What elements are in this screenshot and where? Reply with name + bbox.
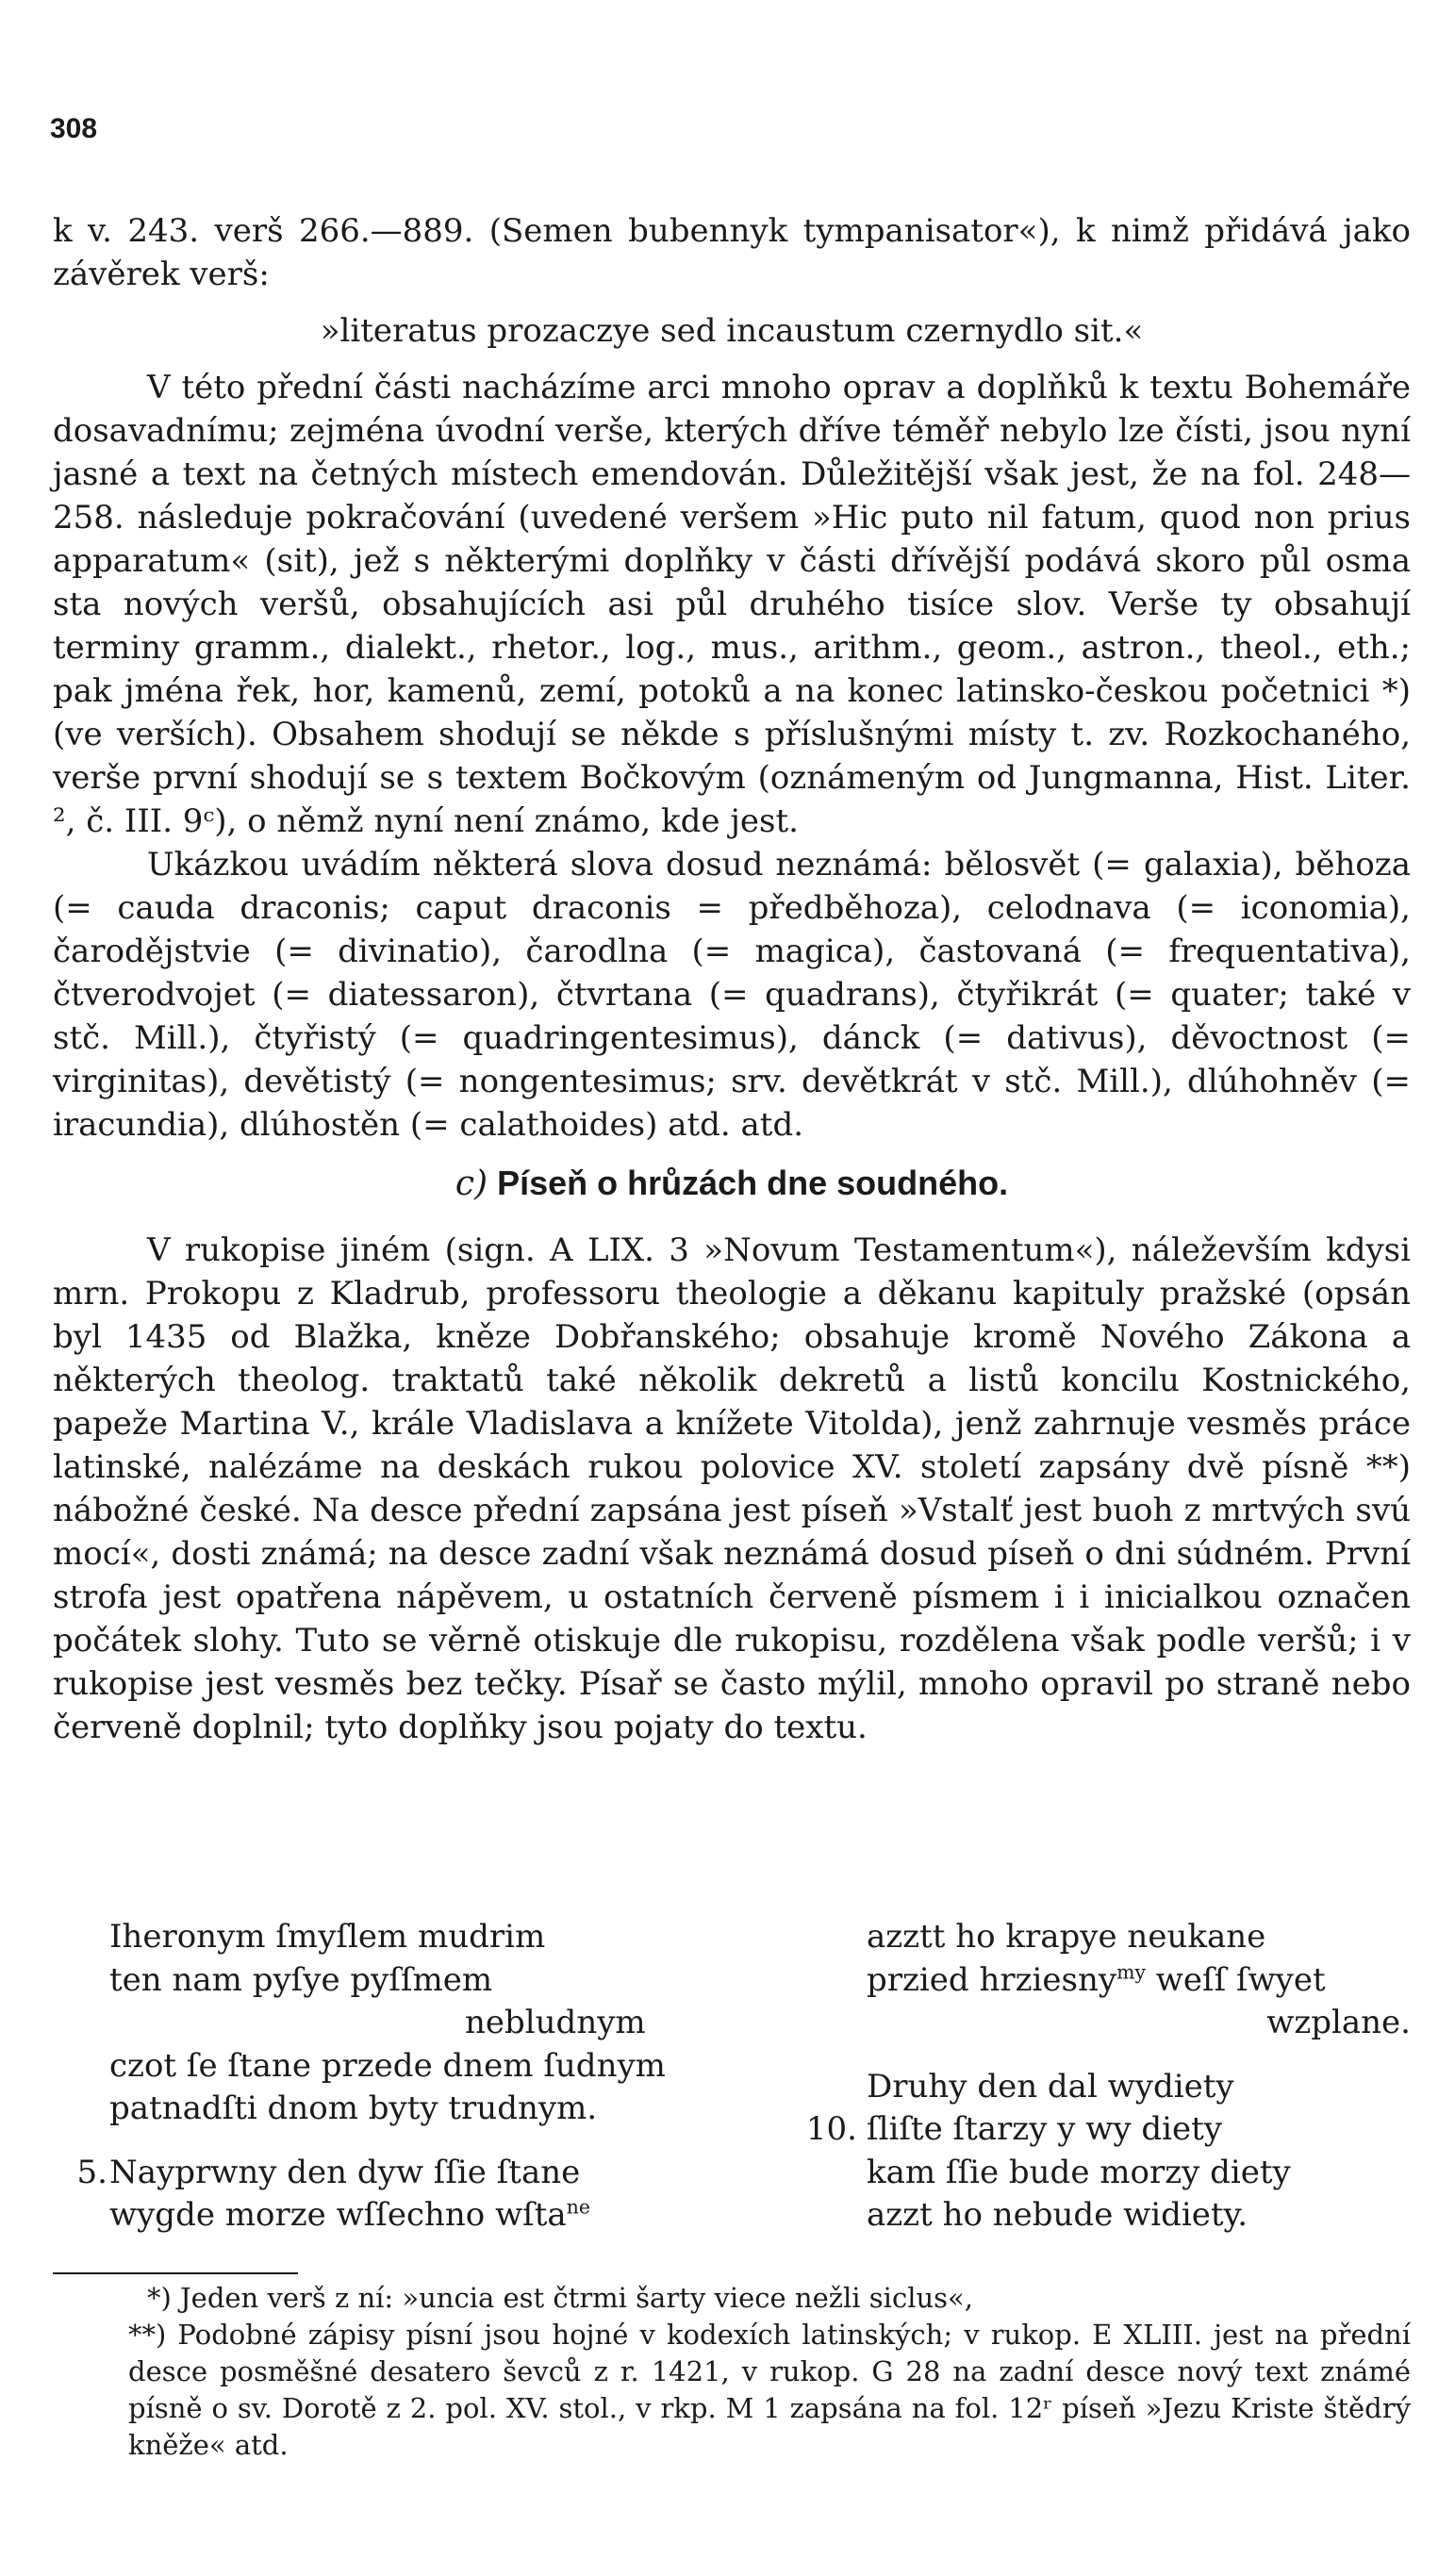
poem-line: kam ſſie bude morzy diety xyxy=(867,2153,1291,2191)
poem-left-column xyxy=(53,1916,713,2237)
page-number: 308 xyxy=(50,113,98,144)
poem-line: nebludnym xyxy=(465,2004,646,2041)
poem-line: wzplane. xyxy=(1266,2004,1411,2041)
paragraph-examples: Ukázkou uvádím některá slova dosud neznámá: bělosvět (= galaxia), běhoza (= cauda draconis; caput draconis = předběhoza), celodnava (= iconomia), čarodějstvie (= divinatio), čarodlna (= magica), častovaná (= frequentativa), čtverodvojet (= diatessaron), čtvrtana (= quadrans), čtyřikrát (= quater; také v stč. Mill.), čtyřistý (= quadringentesimus), dánck (= dativus), děvoctnost (= virginitas), devětistý (= nongentesimus; srv. devětkrát v stč. Mill.), dlúhohněv (= iracundia), dlúhostěn (= calathoides) atd. atd. xyxy=(53,846,1411,1144)
paragraph-front-part: V této přední části nacházíme arci mnoho oprav a doplňků k textu Bohemáře dosavadnímu; zejména úvodní verše, kterých dříve téměř nebylo lze čísti, jsou nyní jasné a text na četných místech emendován. Důležitější však jest, že na fol. 248—258. následuje pokračování (uvedené veršem »Hic puto nil fatum, quod non prius apparatum« (sit), jež s některými doplňky v části dřívější podává skoro půl osma sta nových veršů, obsahujících asi půl druhého tisíce slov. Verše ty obsahují terminy gramm., dialekt., rhetor., log., mus., arithm., geom., astron., theol., eth.; pak jména řek, hor, kamenů, zemí, potoků a na konec latinsko-českou početnici *) (ve verších). Obsahem shodují se někde s příslušnými místy t. zv. Rozkochaného, verše první shodují se s textem Bočkovým (oznámeným od Jungmanna, Hist. Liter. ², č. III. 9ᶜ), o němž nyní není známo, kde jest. xyxy=(53,369,1411,840)
poem-line: azztt ho krapye neukane xyxy=(867,1918,1266,1956)
poem-right-column xyxy=(751,1916,1411,2237)
poem-line: przied hrziesny$^{my}$ weſſ ſwyet xyxy=(867,1960,1326,1999)
quote-line: »literatus prozaczye sed incaustum czernydlo sit.« xyxy=(320,312,1144,350)
section-label: c) xyxy=(455,1164,488,1203)
footnote-divider xyxy=(53,2272,298,2274)
poem-line: czot ſe ſtane przede dnem ſudnym xyxy=(109,2046,666,2085)
poem-line: wygde morze wſſechno wſta$^{ne}$ xyxy=(109,2195,590,2234)
footnotes xyxy=(53,2280,1411,2464)
poem-line: Iheronym ſmyſlem mudrim xyxy=(109,1918,546,1956)
footnote-2: **) Podobné zápisy písní jsou hojné v kodexích latinských; v rukop. E XLIII. jest na přední desce posměšné desatero ševců z r. 1421, v rukop. G 28 na zadní desce nový text známé písně o sv. Dorotě z 2. pol. XV. stol., v rkp. M 1 zapsána na fol. 12ʳ píseň »Jezu Kriste štědrý kněže« atd. xyxy=(128,2319,1411,2461)
section-title: Píseň o hrůzách dne soudného. xyxy=(497,1164,1009,1202)
body-text xyxy=(53,209,1411,1749)
poem-line: patnadſti dnom byty trudnym. xyxy=(109,2089,598,2127)
poem-line: Druhy den dal wydiety xyxy=(867,2067,1234,2105)
footnote-1: *) Jeden verš z ní: »uncia est čtrmi šarty viece nežli siclus«, xyxy=(147,2282,973,2314)
poem-line: azzt ho nebude widiety. xyxy=(867,2196,1248,2234)
section-heading xyxy=(53,1162,1411,1206)
poem-line: ten nam pyſye pyſſmem xyxy=(109,1960,493,1999)
poem-line: 5. Nayprwny den dyw ſſie ſtane xyxy=(76,2153,581,2191)
paragraph-intro: k v. 243. verš 266.—889. (Semen bubennyk tympanisator«), k nimž přidává jako závěrek verš: xyxy=(53,212,1411,293)
paragraph-manuscript: V rukopise jiném (sign. A LIX. 3 »Novum Testamentum«), náleževším kdysi mrn. Prokopu z Kladrub, professoru theologie a děkanu kapituly pražské (opsán byl 1435 od Blažka, kněze Dobřanského; obsahuje kromě Nového Zákona a některých theolog. traktatů také několik dekretů a listů koncilu Kostnického, papeže Martina V., krále Vladislava a knížete Vitolda), jenž zahrnuje vesměs práce latinské, nalézáme na deskách rukou polovice XV. století zapsány dvě písně **) nábožné české. Na desce přední zapsána jest píseň »Vstalť jest buoh z mrtvých svú mocí«, dosti známá; na desce zadní však neznámá dosud píseň o dni súdném. První strofa jest opatřena nápěvem, u ostatních červeně písmem i i inicialkou označen počátek slohy. Tuto se věrně otiskuje dle rukopisu, rozdělena však podle veršů; i v rukopise jest vesměs bez tečky. Písař se často mýlil, mnoho opravil po straně nebo červeně doplnil; tyto doplňky jsou pojaty do textu. xyxy=(53,1231,1411,1746)
poem-line: 10. ſliſte ſtarzy y wy diety xyxy=(805,2110,1222,2148)
